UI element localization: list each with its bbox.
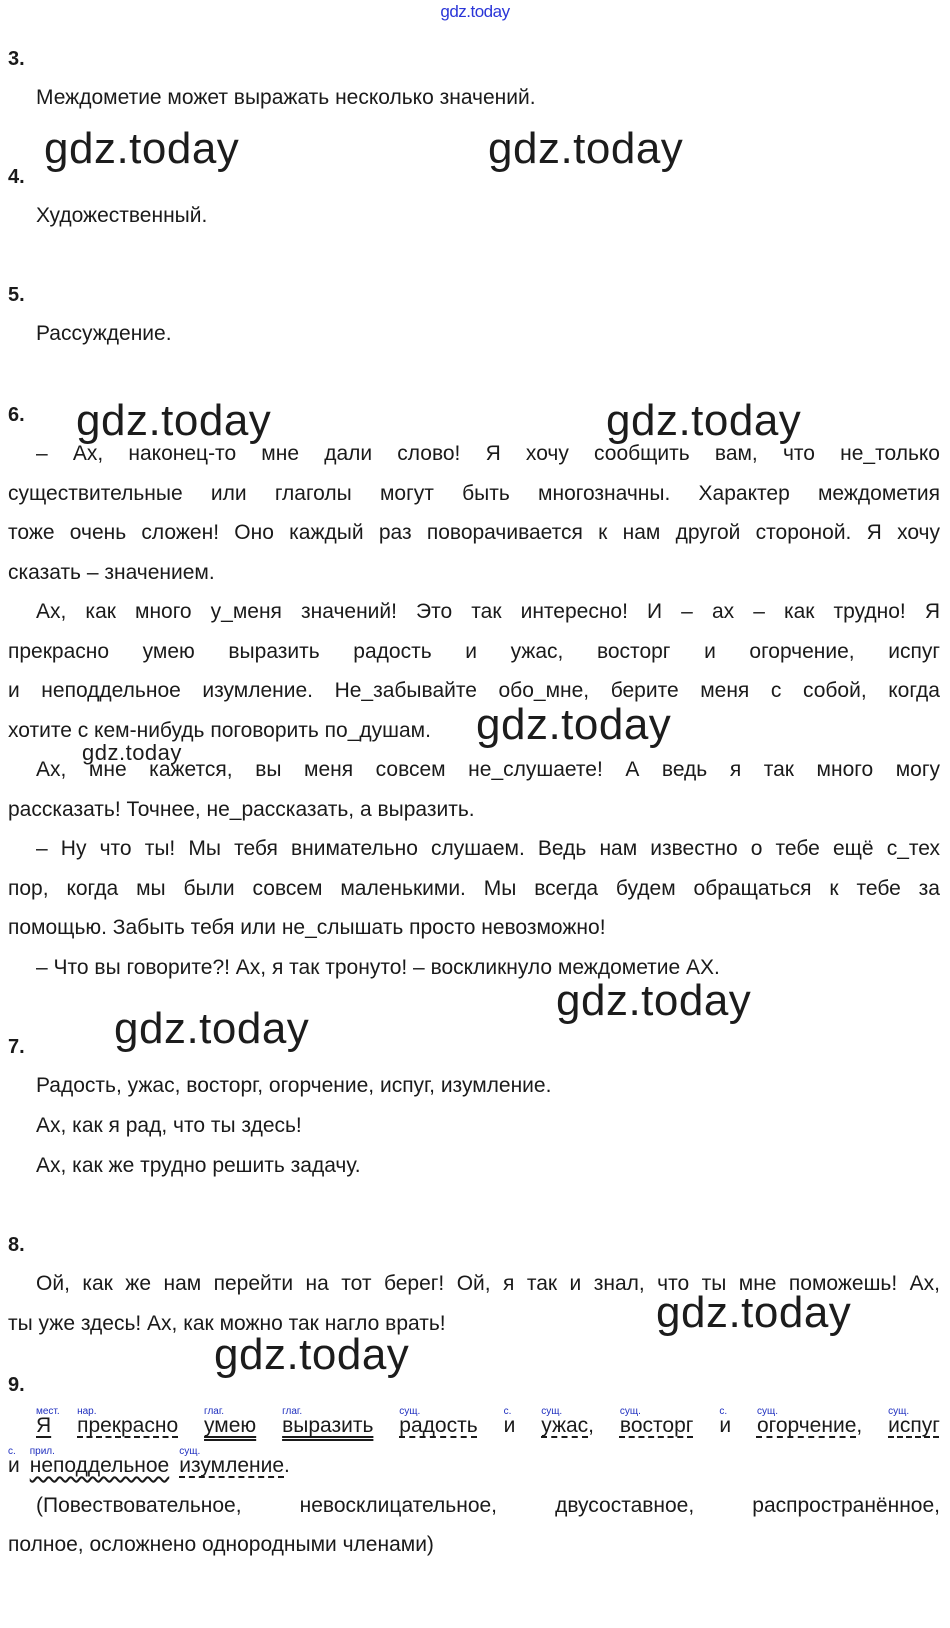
parsed-word-text: Я (36, 1414, 52, 1437)
parsed-word-text: огорчение (756, 1414, 857, 1437)
watermark-text: gdz.today (76, 396, 272, 445)
section-6-line-14: – Что вы говорите?! Ах, я так тронуто! – воскликнуло междометие АХ. (36, 956, 720, 979)
parsed-word (8, 1446, 20, 1486)
parsed-word-text: и (8, 1454, 20, 1477)
section-3-number: 3. (8, 48, 25, 70)
section-3-text: Междометие может выражать несколько значений. (36, 86, 536, 109)
section-6-line-3: тоже очень сложен! Оно каждый раз поворачивается к нам другой стороной. Я хочу (8, 521, 940, 544)
section-7-line-3: Ах, как же трудно решить задачу. (36, 1154, 361, 1177)
parsed-word-text: и (503, 1414, 516, 1437)
parsed-word-text: ужас (541, 1414, 589, 1437)
pos-tag: с. (503, 1406, 512, 1417)
section-6-line-1: – Ах, наконец-то мне дали слово! Я хочу сообщить вам, что не_только (36, 442, 940, 465)
watermark-text: gdz.today (44, 124, 240, 173)
punctuation: , (588, 1414, 595, 1437)
parsed-word (204, 1406, 256, 1446)
section-6-number: 6. (8, 404, 25, 426)
section-6-line-10: рассказать! Точнее, не_рассказать, а выразить. (8, 798, 475, 821)
parsed-word-text: восторг (619, 1414, 694, 1437)
punctuation: , (856, 1414, 863, 1437)
watermark-text: gdz.today (656, 1288, 852, 1337)
parsed-word (282, 1406, 373, 1446)
section-6-line-13: помощью. Забыть тебя или не_слышать просто невозможно! (8, 916, 606, 939)
section-4-text: Художественный. (36, 204, 208, 227)
parsed-word (541, 1406, 594, 1446)
parsed-sentence-line-1 (36, 1406, 940, 1446)
section-6-line-8: хотите с кем-нибудь поговорить по_душам. (8, 719, 431, 742)
pos-tag: мест. (36, 1406, 60, 1417)
pos-tag: глаг. (204, 1406, 225, 1417)
parsed-word (504, 1406, 516, 1446)
section-6-line-12: пор, когда мы были совсем маленькими. Мы всегда будем обращаться к тебе за (8, 877, 940, 900)
pos-tag: сущ. (179, 1446, 201, 1457)
pos-tag: с. (8, 1446, 16, 1457)
section-6-line-11: – Ну что ты! Мы тебя внимательно слушаем. Ведь нам известно о тебе ещё с_тех (36, 837, 940, 860)
parsed-word-text: изумление (179, 1454, 285, 1477)
section-6-line-2: существительные или глаголы могут быть многозначны. Характер междометия (8, 482, 940, 505)
section-5-number: 5. (8, 284, 25, 306)
section-6-line-5: Ах, как много у_меня значений! Это так интересно! И – ах – как трудно! Я (36, 600, 940, 623)
section-5-text: Рассуждение. (36, 322, 172, 345)
watermark-text: gdz.today (114, 1004, 310, 1053)
pos-tag: сущ. (756, 1406, 778, 1417)
pos-tag: сущ. (888, 1406, 910, 1417)
header-watermark: gdz.today (440, 2, 510, 21)
pos-tag: сущ. (619, 1406, 641, 1417)
watermark-text: gdz.today (476, 700, 672, 749)
parsed-word (620, 1406, 694, 1446)
parsed-word (719, 1406, 731, 1446)
section-9-note-line-2: полное, осложнено однородными членами) (8, 1533, 434, 1556)
parsed-sentence-line-2 (8, 1446, 290, 1486)
pos-tag: прил. (29, 1446, 55, 1457)
section-7-line-1: Радость, ужас, восторг, огорчение, испуг, изумление. (36, 1074, 552, 1097)
section-6-line-4: сказать – значением. (8, 561, 215, 584)
parsed-word-text: неподдельное (29, 1454, 170, 1477)
parsed-word-text: прекрасно (77, 1414, 179, 1437)
parsed-word (30, 1446, 170, 1486)
parsed-word (757, 1406, 862, 1446)
parsed-word-text: выразить (282, 1414, 374, 1437)
watermark-text: gdz.today (488, 124, 684, 173)
section-8-line-1: Ой, как же нам перейти на тот берег! Ой, я так и знал, что ты мне поможешь! Ах, (36, 1272, 940, 1295)
parsed-word-text: радость (399, 1414, 478, 1437)
section-7-number: 7. (8, 1036, 25, 1058)
punctuation: . (284, 1454, 290, 1477)
watermark-text: gdz.today (214, 1330, 410, 1379)
parsed-word (179, 1446, 290, 1486)
pos-tag: сущ. (541, 1406, 563, 1417)
pos-tag: нар. (77, 1406, 97, 1417)
section-8-number: 8. (8, 1234, 25, 1256)
section-7-line-2: Ах, как я рад, что ты здесь! (36, 1114, 302, 1137)
parsed-word-text: испуг (888, 1414, 940, 1437)
section-6-line-6: прекрасно умею выразить радость и ужас, восторг и огорчение, испуг (8, 640, 940, 663)
parsed-word (888, 1406, 940, 1446)
pos-tag: глаг. (282, 1406, 303, 1417)
section-8-line-2: ты уже здесь! Ах, как можно так нагло врать! (8, 1312, 446, 1335)
watermark-text: gdz.today (606, 396, 802, 445)
section-9-number: 9. (8, 1374, 25, 1396)
pos-tag: сущ. (399, 1406, 421, 1417)
parsed-word-text: и (719, 1414, 732, 1437)
parsed-word (399, 1406, 477, 1446)
watermark-text: gdz.today (556, 976, 752, 1025)
parsed-word (77, 1406, 178, 1446)
section-6-line-7: и неподдельное изумление. Не_забывайте обо_мне, берите меня с собой, когда (8, 679, 940, 702)
watermark-text: gdz.today (82, 740, 182, 765)
parsed-word-text: умею (204, 1414, 257, 1437)
section-9-note-line-1: (Повествовательное, невосклицательное, двусоставное, распространённое, (36, 1494, 940, 1517)
section-4-number: 4. (8, 166, 25, 188)
section-6-line-9: Ах, мне кажется, вы меня совсем не_слушаете! А ведь я так много могу (36, 758, 940, 781)
pos-tag: с. (719, 1406, 728, 1417)
